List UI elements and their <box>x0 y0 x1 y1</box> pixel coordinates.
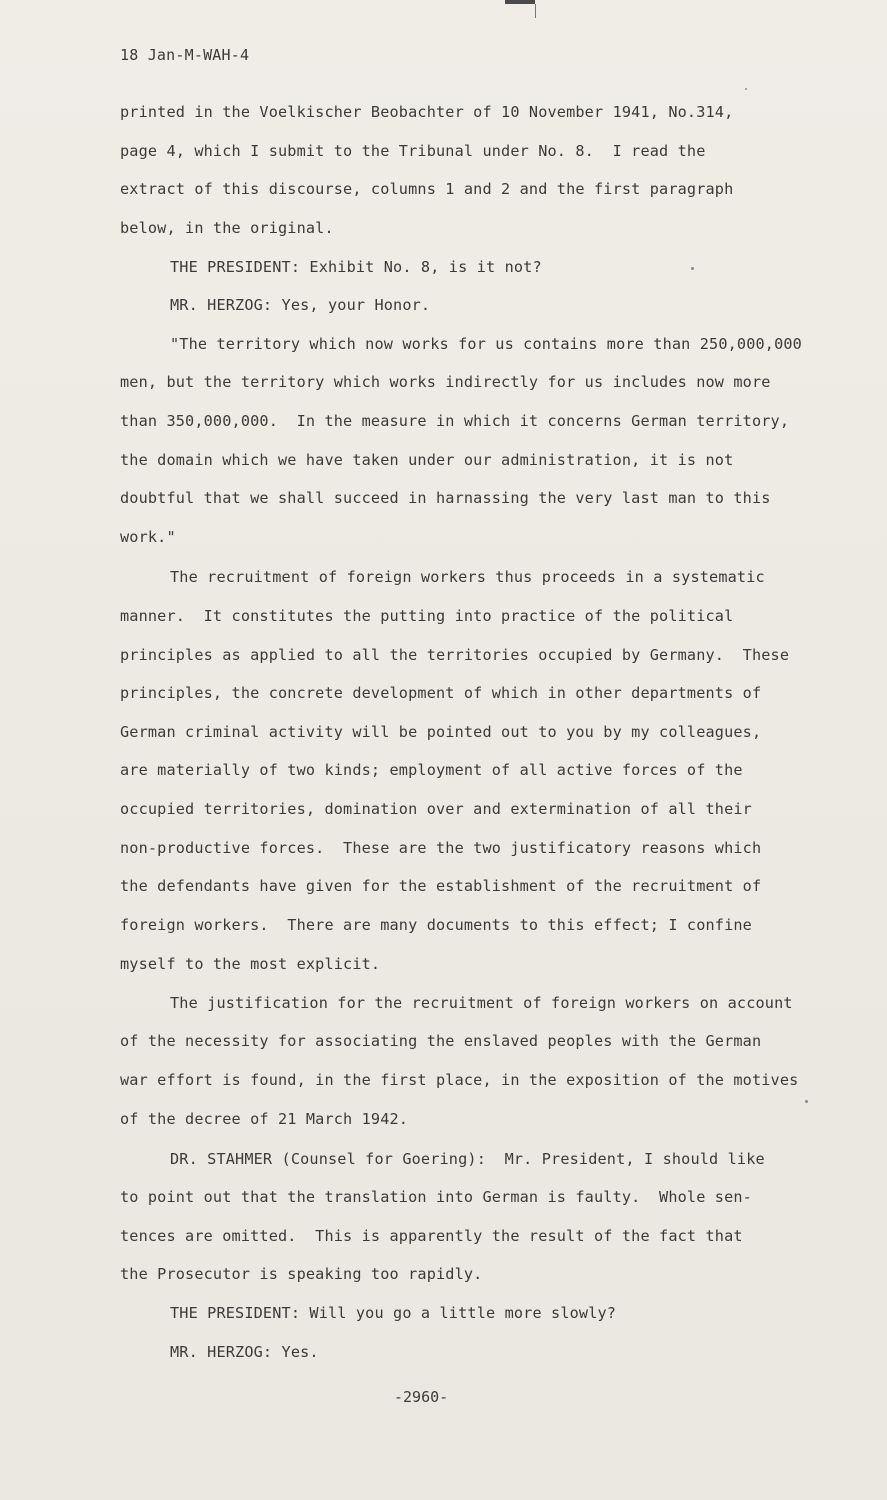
text-line: the defendants have given for the establishment of the recruitment of <box>120 877 762 895</box>
text-line: to point out that the translation into German is faulty. Whole sen- <box>120 1188 752 1206</box>
text-line: page 4, which I submit to the Tribunal under No. 8. I read the <box>120 142 706 160</box>
text-line: "The territory which now works for us contains more than 250,000,000 <box>170 335 802 353</box>
text-line: occupied territories, domination over and extermination of all their <box>120 800 752 818</box>
text-line: doubtful that we shall succeed in harnassing the very last man to this <box>120 489 771 507</box>
text-line: German criminal activity will be pointed out to you by my colleagues, <box>120 723 762 741</box>
text-line: war effort is found, in the first place, in the exposition of the motives <box>120 1071 799 1089</box>
text-line: The justification for the recruitment of foreign workers on account <box>170 994 793 1012</box>
text-line: men, but the territory which works indirectly for us includes now more <box>120 373 771 391</box>
text-line: tences are omitted. This is apparently the result of the fact that <box>120 1227 743 1245</box>
document-code: 18 Jan-M-WAH-4 <box>120 46 250 64</box>
text-line: extract of this discourse, columns 1 and 2 and the first paragraph <box>120 180 734 198</box>
text-line: the domain which we have taken under our administration, it is not <box>120 451 734 469</box>
paper-speck <box>691 267 694 270</box>
text-line: than 350,000,000. In the measure in which it concerns German territory, <box>120 412 790 430</box>
text-line: the Prosecutor is speaking too rapidly. <box>120 1265 483 1283</box>
text-line: of the necessity for associating the enslaved peoples with the German <box>120 1032 762 1050</box>
text-line: The recruitment of foreign workers thus proceeds in a systematic <box>170 568 765 586</box>
paper-speck <box>805 1100 808 1103</box>
text-line: printed in the Voelkischer Beobachter of 10 November 1941, No.314, <box>120 103 734 121</box>
binding-mark <box>505 0 535 4</box>
text-line: manner. It constitutes the putting into practice of the political <box>120 607 734 625</box>
text-line: are materially of two kinds; employment of all active forces of the <box>120 761 743 779</box>
page-number: -2960- <box>394 1388 449 1406</box>
text-line: DR. STAHMER (Counsel for Goering): Mr. President, I should like <box>170 1150 765 1168</box>
text-line: myself to the most explicit. <box>120 955 381 973</box>
text-line: THE PRESIDENT: Will you go a little more slowly? <box>170 1304 617 1322</box>
paper-speck <box>745 88 747 90</box>
text-line: work." <box>120 528 176 546</box>
text-line: below, in the original. <box>120 219 334 237</box>
text-line: principles, the concrete development of which in other departments of <box>120 684 762 702</box>
text-line: of the decree of 21 March 1942. <box>120 1110 409 1128</box>
text-line: MR. HERZOG: Yes. <box>170 1343 319 1361</box>
binding-tick <box>535 4 536 18</box>
text-line: foreign workers. There are many documents to this effect; I confine <box>120 916 752 934</box>
text-line: MR. HERZOG: Yes, your Honor. <box>170 296 431 314</box>
text-line: principles as applied to all the territories occupied by Germany. These <box>120 646 790 664</box>
text-line: THE PRESIDENT: Exhibit No. 8, is it not? <box>170 258 542 276</box>
text-line: non-productive forces. These are the two justificatory reasons which <box>120 839 762 857</box>
